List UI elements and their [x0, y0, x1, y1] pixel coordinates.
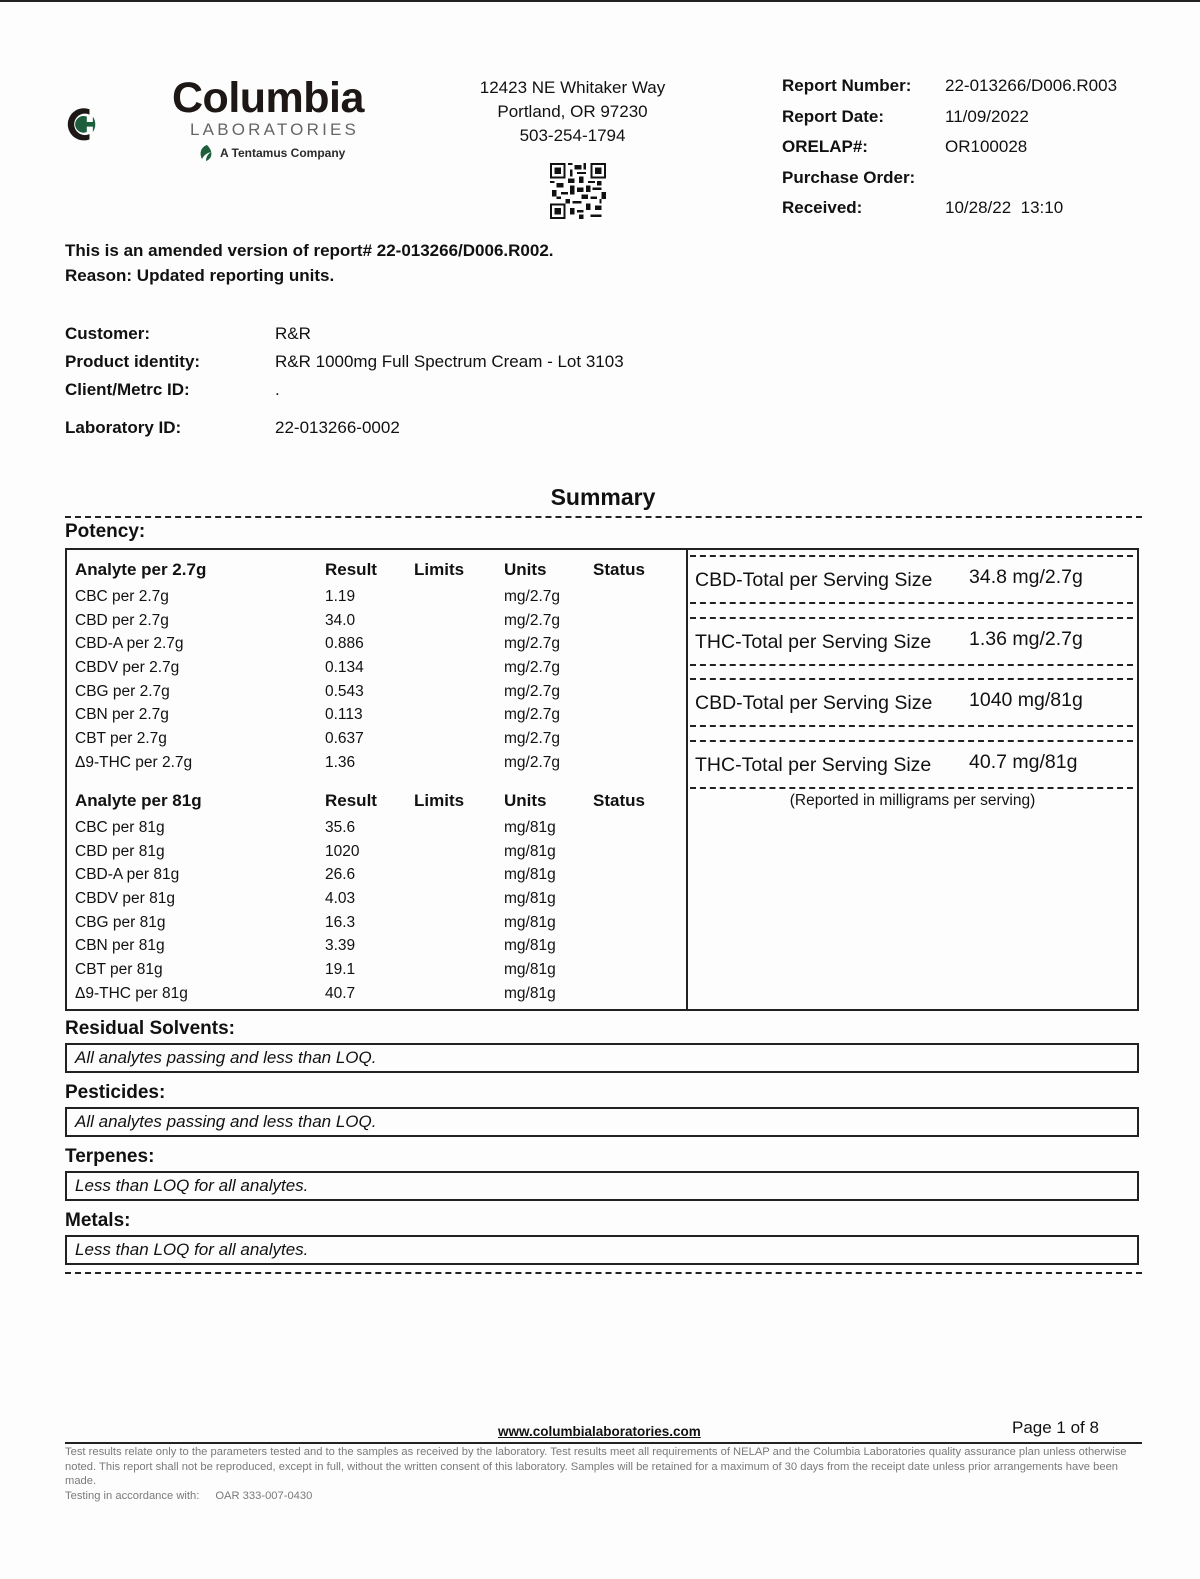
- logo-wordmark: Columbia: [172, 74, 364, 122]
- table-row: CBDV per 81g 4.03 mg/81g: [75, 889, 556, 907]
- logo-subtitle: LABORATORIES: [190, 120, 360, 139]
- potency-label: Potency:: [65, 521, 146, 542]
- qr-code-icon: [550, 163, 606, 219]
- testing-standard: Testing in accordance with: OAR 333-007-0430: [65, 1490, 313, 1502]
- customer-row: Customer: R&R: [65, 324, 311, 343]
- report-meta: [782, 76, 1117, 229]
- potency-box: [65, 548, 1139, 1011]
- potency-table-2-7g: [75, 555, 675, 775]
- table-row: Δ9-THC per 81g 40.7 mg/81g: [75, 984, 556, 1002]
- meta-report-number: Report Number: 22-013266/D006.R003: [782, 76, 1118, 95]
- serving-totals: [688, 550, 1137, 809]
- footer-rule: [65, 1442, 1142, 1444]
- table-row: CBDV per 2.7g 0.134 mg/2.7g: [75, 658, 561, 676]
- terpenes-result: Less than LOQ for all analytes.: [65, 1171, 1139, 1201]
- serving-note: (Reported in milligrams per serving): [789, 792, 1036, 809]
- meta-received: Received: 10/28/22 13:10: [782, 198, 1064, 217]
- terpenes-label: Terpenes:: [65, 1146, 155, 1167]
- potency-table-81g: [75, 786, 675, 1006]
- pesticides-label: Pesticides:: [65, 1082, 166, 1103]
- pesticides-result: All analytes passing and less than LOQ.: [65, 1107, 1139, 1137]
- customer-info: [65, 324, 624, 438]
- serving-total-row: CBD-Total per Serving Size 34.8 mg/2.7g: [688, 550, 1137, 612]
- product-identity-row: Product identity: R&R 1000mg Full Spectrum Cream - Lot 3103: [65, 352, 624, 371]
- laboratory-id-row: Laboratory ID: 22-013266-0002: [65, 418, 400, 437]
- website-link[interactable]: www.columbialaboratories.com: [498, 1424, 701, 1439]
- table-row: CBN per 2.7g 0.113 mg/2.7g: [75, 706, 561, 724]
- residual-solvents-label: Residual Solvents:: [65, 1018, 235, 1039]
- meta-purchase-order: Purchase Order:: [782, 167, 916, 187]
- table-row: CBG per 81g 16.3 mg/81g: [75, 913, 556, 931]
- amendment-notice: This is an amended version of report# 22-013266/D006.R002. Reason: Updated reporting units.: [65, 241, 554, 285]
- footer-disclaimer: Test results relate only to the parameters tested and to the samples as received by the laboratory. Test results meet all requirements of NELAP and the Columbia Laboratories quality assurance plan unless otherwise noted. This report shall not be reproduced, except in full, without the written consent of this laboratory. Samples will be retained for a maximum of 30 days from the receipt date unless prior arrangements have been made.: [65, 1446, 1127, 1488]
- table-row: CBD-A per 2.7g 0.886 mg/2.7g: [75, 635, 561, 653]
- address-phone: 503-254-1794: [519, 126, 626, 145]
- table-row: CBG per 2.7g 0.543 mg/2.7g: [75, 682, 561, 700]
- summary-divider-top: [65, 516, 1142, 518]
- logo-tagline: A Tentamus Company: [198, 144, 345, 162]
- table-row: CBC per 2.7g 1.19 mg/2.7g: [75, 587, 561, 605]
- metals-label: Metals:: [65, 1210, 131, 1231]
- table-row: CBN per 81g 3.39 mg/81g: [75, 937, 556, 955]
- serving-total-row: CBD-Total per Serving Size 1040 mg/81g: [688, 673, 1137, 735]
- lab-address: [465, 76, 680, 148]
- residual-solvents-result: All analytes passing and less than LOQ.: [65, 1043, 1139, 1073]
- table-row: CBD per 2.7g 34.0 mg/2.7g: [75, 611, 561, 629]
- serving-total-row: THC-Total per Serving Size 40.7 mg/81g: [688, 735, 1137, 797]
- meta-orelap: ORELAP#: OR100028: [782, 137, 1028, 156]
- tentamus-leaf-icon: [198, 144, 216, 162]
- table-row: Δ9-THC per 2.7g 1.36 mg/2.7g: [75, 753, 561, 771]
- summary-divider-bottom: [65, 1272, 1142, 1274]
- metals-result: Less than LOQ for all analytes.: [65, 1235, 1139, 1265]
- meta-report-date: Report Date: 11/09/2022: [782, 106, 1029, 126]
- table-header: Analyte per 2.7g Result Limits Units Status: [75, 560, 645, 579]
- columbia-logo-icon: [66, 72, 170, 178]
- table-row: CBC per 81g 35.6 mg/81g: [75, 818, 556, 836]
- table-row: CBD per 81g 1020 mg/81g: [75, 842, 556, 860]
- page-number: Page 1 of 8: [1012, 1418, 1099, 1437]
- table-row: CBT per 2.7g 0.637 mg/2.7g: [75, 729, 561, 747]
- serving-total-row: THC-Total per Serving Size 1.36 mg/2.7g: [688, 612, 1137, 674]
- potency-tables: [67, 550, 688, 1009]
- address-city: Portland, OR 97230: [497, 102, 648, 121]
- table-header: Analyte per 81g Result Limits Units Status: [75, 791, 645, 810]
- table-row: CBD-A per 81g 26.6 mg/81g: [75, 866, 556, 884]
- client-metrc-id-row: Client/Metrc ID: .: [65, 380, 280, 399]
- address-street: 12423 NE Whitaker Way: [479, 78, 666, 97]
- summary-title: Summary: [550, 484, 656, 510]
- table-row: CBT per 81g 19.1 mg/81g: [75, 960, 556, 978]
- page-top-border: [0, 0, 1200, 2]
